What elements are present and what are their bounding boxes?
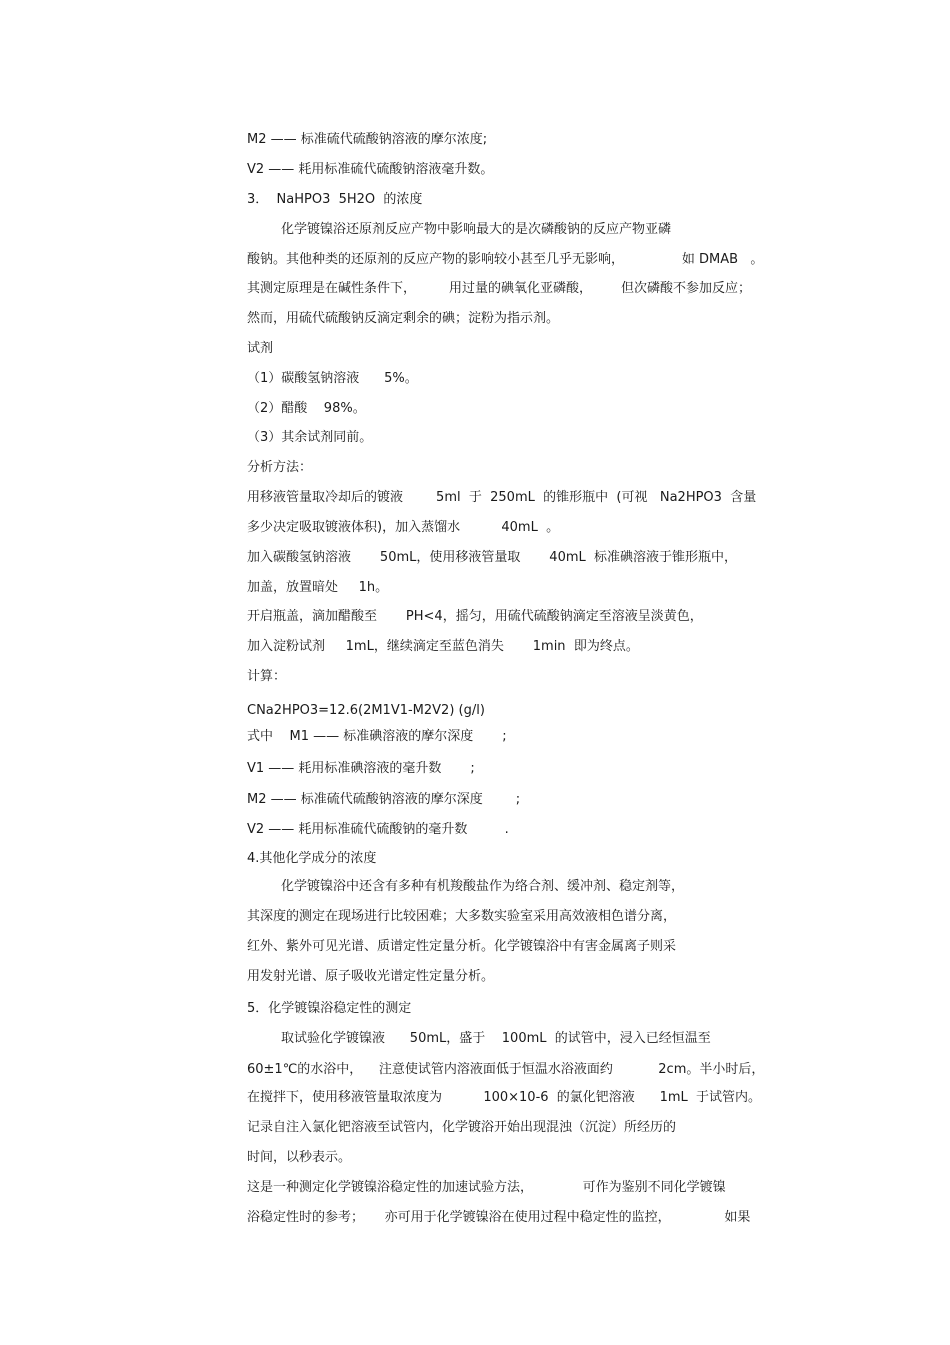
paragraph-line: 化学镀镍浴中还含有多种有机羧酸盐作为络合剂、缓冲剂、稳定剂等， <box>281 879 685 894</box>
paragraph-line: 化学镀镍浴还原剂反应产物中影响最大的是次磷酸钠的反应产物亚磷 <box>281 222 672 237</box>
paragraph-line: 其深度的测定在现场进行比较困难；大多数实验室采用高效液相色谱分离， <box>247 909 677 924</box>
paragraph-line: 这是一种测定化学镀镍浴稳定性的加速试验方法， 可作为鉴别不同化学镀镍 <box>247 1180 726 1195</box>
paragraph-line: 其测定原理是在碱性条件下， 用过量的碘氧化亚磷酸， 但次磷酸不参加反应； <box>247 281 751 296</box>
text-line: M2 —— 标准硫代硫酸钠溶液的摩尔浓度; <box>247 132 488 147</box>
list-item: （1）碳酸氢钠溶液 5%。 <box>247 371 418 386</box>
section-heading: 5．化学镀镍浴稳定性的测定 <box>247 1001 412 1016</box>
paragraph-line: 取试验化学镀镍液 50mL，盛于 100mL 的试管中，浸入已经恒温至 <box>281 1031 711 1046</box>
formula-legend: V1 —— 耗用标准碘溶液的毫升数 ; <box>247 761 475 776</box>
paragraph-line: 时间，以秒表示。 <box>247 1150 352 1165</box>
paragraph-line: 用移液管量取冷却后的镀液 5ml 于 250mL 的锥形瓶中 (可视 Na2HPO3 含量 <box>247 490 757 505</box>
subheading: 分析方法： <box>247 460 313 475</box>
paragraph-line: 多少决定吸取镀液体积)，加入蒸馏水 40mL 。 <box>247 520 560 535</box>
paragraph-line: 红外、紫外可见光谱、质谱定性定量分析。化学镀镍浴中有害金属离子则采 <box>247 939 677 954</box>
list-item: （2）醋酸 98%。 <box>247 401 366 416</box>
section-heading: 4.其他化学成分的浓度 <box>247 851 377 866</box>
formula-legend: 式中 M1 —— 标准碘溶液的摩尔深度 ; <box>247 729 507 744</box>
formula: CNa2HPO3=12.6(2M1V1-M2V2) (g/l) <box>247 703 485 718</box>
paragraph-line: 开启瓶盖，滴加醋酸至 PH<4，摇匀，用硫代硫酸钠滴定至溶液呈淡黄色， <box>247 609 703 624</box>
paragraph-line: 60±1℃的水浴中， 注意使试管内溶液面低于恒温水浴液面约 2cm。半小时后， <box>247 1062 765 1077</box>
paragraph-line: 浴稳定性时的参考； 亦可用于化学镀镍浴在使用过程中稳定性的监控， 如果 <box>247 1210 751 1225</box>
formula-legend: M2 —— 标准硫代硫酸钠溶液的摩尔深度 ; <box>247 792 521 807</box>
paragraph-line: 用发射光谱、原子吸收光谱定性定量分析。 <box>247 969 495 984</box>
subheading: 计算： <box>247 669 287 684</box>
paragraph-line: 加入淀粉试剂 1mL，继续滴定至蓝色消失 1min 即为终点。 <box>247 639 639 654</box>
subheading: 试剂 <box>247 341 274 356</box>
paragraph-line: 在搅拌下，使用移液管量取浓度为 100×10-6 的氯化钯溶液 1mL 于试管内。 <box>247 1090 762 1105</box>
paragraph-line: 然而，用硫代硫酸钠反滴定剩余的碘；淀粉为指示剂。 <box>247 311 560 326</box>
paragraph-line: 记录自注入氯化钯溶液至试管内，化学镀浴开始出现混浊（沉淀）所经历的 <box>247 1120 677 1135</box>
paragraph-line: 加盖，放置暗处 1h。 <box>247 580 389 595</box>
paragraph-line: 酸钠。其他种类的还原剂的反应产物的影响较小甚至几乎无影响， 如 DMAB 。 <box>247 252 764 267</box>
section-heading: 3． NaHPO3 5H2O 的浓度 <box>247 192 423 207</box>
paragraph-line: 加入碳酸氢钠溶液 50mL，使用移液管量取 40mL 标准碘溶液于锥形瓶中， <box>247 550 738 565</box>
formula-legend: V2 —— 耗用标准硫代硫酸钠的毫升数 . <box>247 822 509 837</box>
text-line: V2 —— 耗用标准硫代硫酸钠溶液毫升数。 <box>247 162 494 177</box>
list-item: （3）其余试剂同前。 <box>247 430 373 445</box>
